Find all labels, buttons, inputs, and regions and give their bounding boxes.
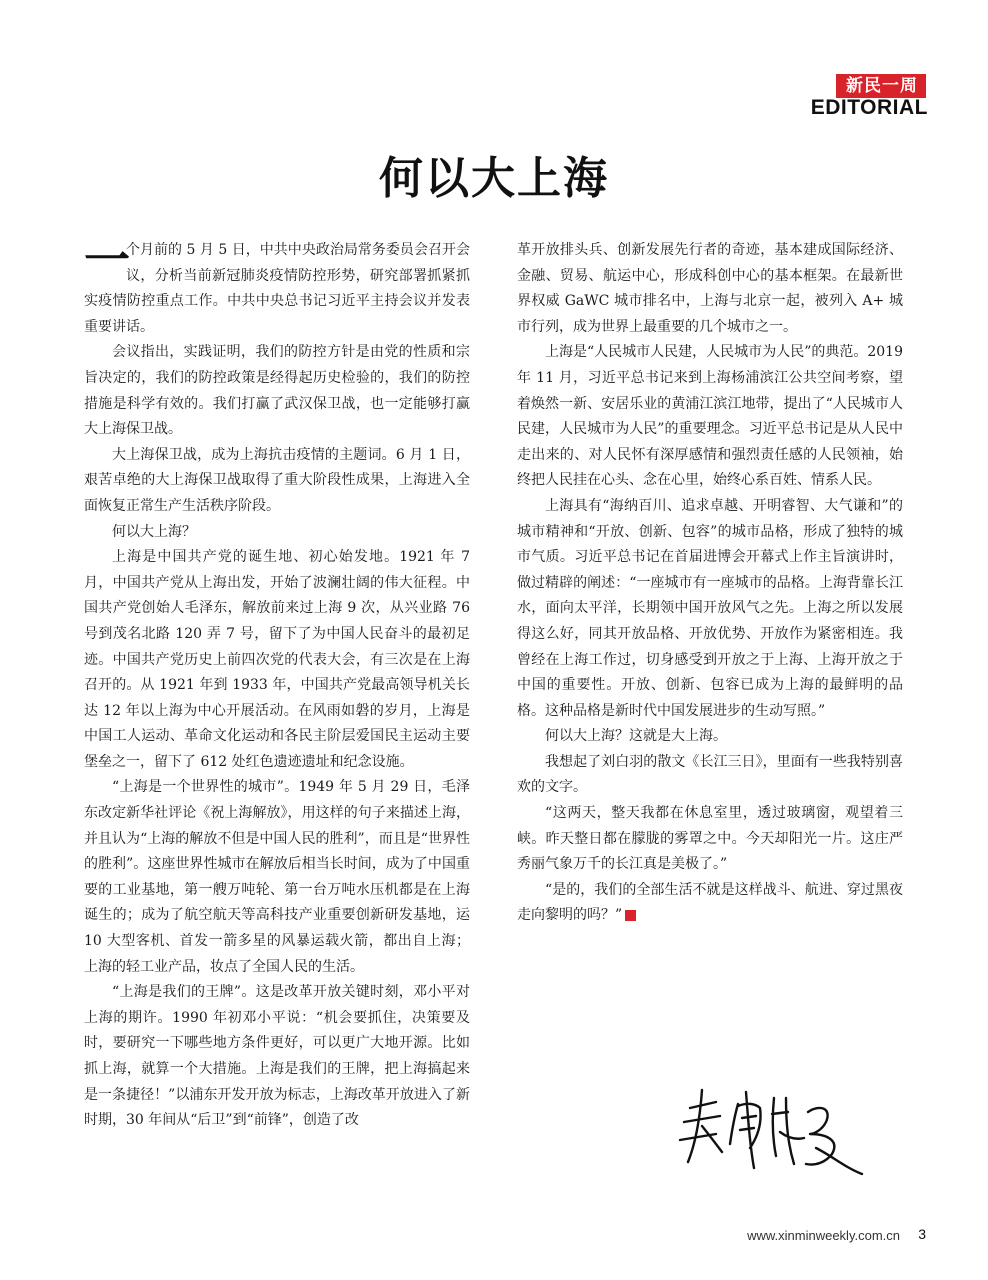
paragraph	[517, 878, 903, 929]
brand-logo: 新民一周	[836, 74, 926, 98]
author-signature	[676, 1078, 866, 1178]
paragraph-text: “是的，我们的全部生活不就是这样战斗、航进、穿过黑夜走向黎明的吗？”	[517, 881, 903, 924]
page-number: 3	[918, 1226, 926, 1242]
paragraph: 上海是“人民城市人民建，人民城市为人民”的典范。2019 年 11 月，习近平总书记来到上海杨浦滨江公共空间考察，望着焕然一新、安居乐业的黄浦江滨江地带，提出了“人民城市人民建，人民城市为人民”的重要理念。习近平总书记是从人民中走出来的、对人民怀有深厚感情和强烈责任感的人民领袖，始终把人民挂在心头、念在心里，始终心系百姓、情系人民。	[517, 344, 903, 489]
end-mark-icon	[625, 910, 636, 921]
paragraph: “上海是一个世界性的城市”。1949 年 5 月 29 日，毛泽东改定新华社评论《祝上海解放》，用这样的句子来描述上海，并且认为“上海的解放不但是中国人民的胜利”，而且是“世界性的胜利”。这座世界性城市在解放后相当长时间，成为了中国重要的工业基地，第一艘万吨轮、第一台万吨水压机都是在上海诞生的；成为了航空航天等高科技产业重要创新研发基地，运 10 大型客机、首发一箭多星的风暴运载火箭，都出自上海；上海的轻工业产品，妆点了全国人民的生活。	[84, 779, 470, 975]
paragraph: 会议指出，实践证明，我们的防控方针是由党的性质和宗旨决定的，我们的防控政策是经得起历史检验的，我们的防控措施是科学有效的。我们打赢了武汉保卫战，也一定能够打赢大上海保卫战。	[84, 344, 470, 438]
left-column	[84, 233, 470, 1134]
paragraph: “这两天，整天我都在休息室里，透过玻璃窗，观望着三峡。昨天整日都在朦胧的雾罩之中。今天却阳光一片。这庄严秀丽气象万千的长江真是美极了。”	[517, 805, 903, 873]
right-column	[517, 238, 903, 929]
paragraph: 何以大上海？这就是大上海。	[545, 728, 727, 745]
footer-url[interactable]: www.xinminweekly.com.cn	[747, 1228, 900, 1243]
section-label: EDITORIAL	[810, 96, 928, 119]
paragraph: 革开放排头兵、创新发展先行者的奇迹，基本建成国际经济、金融、贸易、航运中心，形成科创中心的基本框架。在最新世界权威 GaWC 城市排名中，上海与北京一起，被列入 A+ 城市行列，成为世界上最重要的几个城市之一。	[517, 242, 903, 335]
paragraph: “上海是我们的王牌”。这是改革开放关键时刻，邓小平对上海的期许。1990 年初邓小平说：“机会要抓住，决策要及时，要研究一下哪些地方条件更好，可以更广大地开源。比如抓上海，就算一个大措施。上海是我们的王牌，把上海搞起来是一条捷径！”以浦东开发开放为标志，上海改革开放进入了新时期，30 年间从“后卫”到“前锋”，创造了改	[84, 984, 470, 1129]
paragraph: 上海是中国共产党的诞生地、初心始发地。1921 年 7 月，中国共产党从上海出发，开始了波澜壮阔的伟大征程。中国共产党创始人毛泽东，解放前来过上海 9 次，从兴业路 76 号到茂名北路 120 弄 7 号，留下了为中国人民奋斗的最初足迹。中国共产党历史上前四次党的代表大会，有三次是在上海召开的。从 1921 年到 1933 年，中国共产党最高领导机关长达 12 年以上海为中心开展活动。在风雨如磐的岁月，上海是中国工人运动、革命文化运动和各民主阶层爱国民主运动主要堡垒之一，留下了 612 处红色遗迹遗址和纪念设施。	[84, 549, 470, 770]
paragraph: 我想起了刘白羽的散文《长江三日》，里面有一些我特别喜欢的文字。	[517, 753, 903, 796]
paragraph: 上海具有“海纳百川、追求卓越、开明睿智、大气谦和”的城市精神和“开放、创新、包容”的城市品格，形成了独特的城市气质。习近平总书记在首届进博会开幕式上作主旨演讲时，做过精辟的阐述：“一座城市有一座城市的品格。上海背靠长江水，面向太平洋，长期领中国开放风气之先。上海之所以发展得这么好，同其开放品格、开放优势、开放作为紧密相连。我曾经在上海工作过，切身感受到开放之于上海、上海开放之于中国的重要性。开放、创新、包容已成为上海的最鲜明的品格。这种品格是新时代中国发展进步的生动写照。”	[517, 497, 903, 719]
drop-cap: 一	[84, 233, 130, 287]
paragraph: 大上海保卫战，成为上海抗击疫情的主题词。6 月 1 日，艰苦卓绝的大上海保卫战取得了重大阶段性成果，上海进入全面恢复正常生产生活秩序阶段。	[84, 446, 470, 514]
paragraph: 何以大上海？	[112, 523, 196, 540]
article-title: 何以大上海	[379, 153, 609, 204]
paragraph-text: 个月前的 5 月 5 日，中共中央政治局常务委员会召开会议，分析当前新冠肺炎疫情防控形势，研究部署抓紧抓实疫情防控重点工作。中共中央总书记习近平主持会议并发表重要讲话。	[84, 242, 470, 335]
paragraph	[84, 233, 470, 340]
